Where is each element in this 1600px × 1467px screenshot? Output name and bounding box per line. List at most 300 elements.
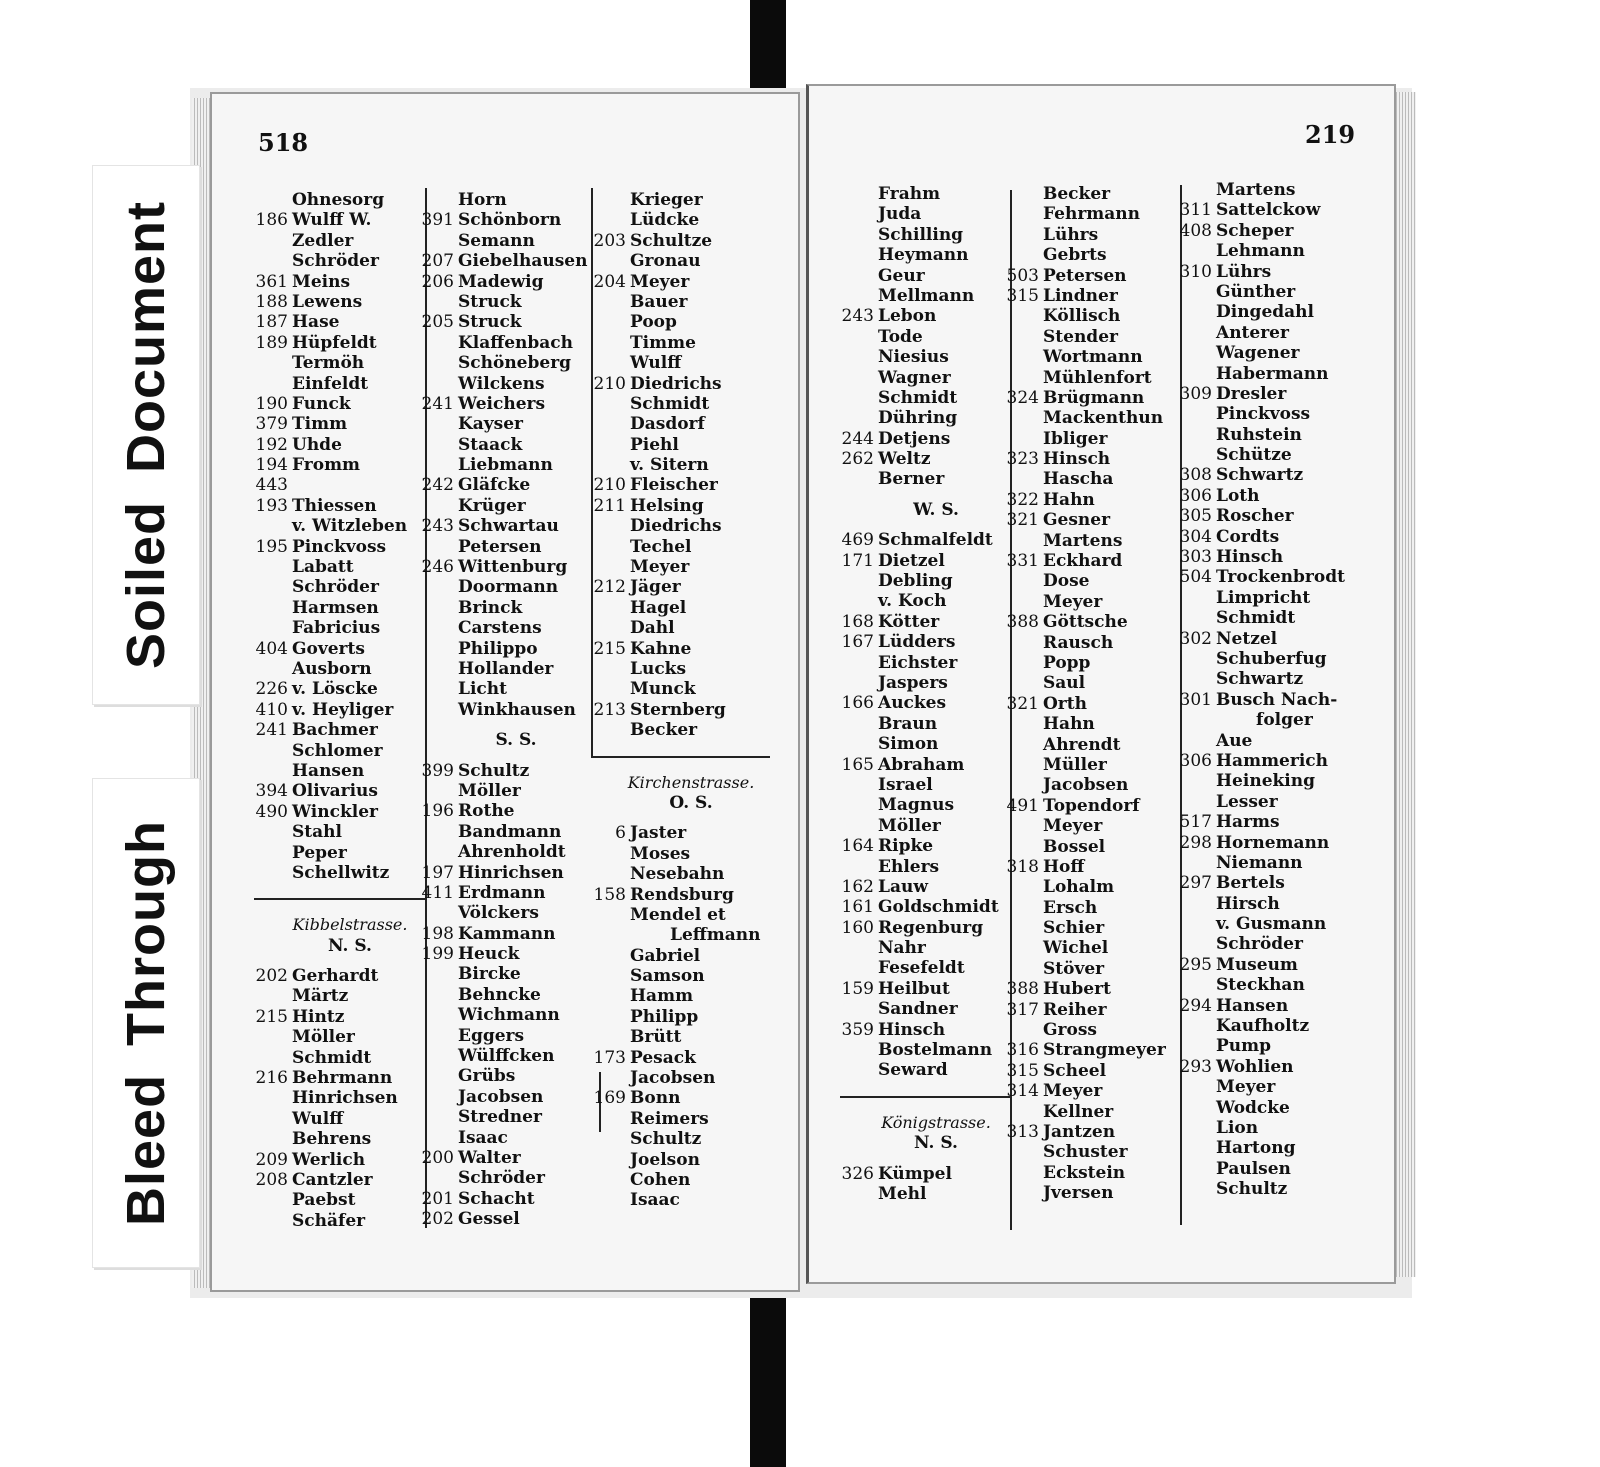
house-number: 161 — [841, 897, 874, 918]
resident-name: Hansen — [1216, 995, 1289, 1016]
book-spine-ribbon-top — [750, 0, 786, 92]
side-label: N. S. — [328, 935, 372, 956]
resident-name: Wagener — [1216, 343, 1300, 364]
section-rule — [840, 1091, 1012, 1103]
directory-entry — [840, 612, 1012, 632]
house-number — [592, 394, 630, 414]
house-number: 309 — [1179, 383, 1212, 404]
resident-name: Kammann — [458, 923, 556, 944]
house-number — [840, 816, 878, 836]
directory-entry — [592, 577, 770, 597]
resident-name: Brinck — [458, 597, 523, 618]
house-number — [1005, 1142, 1043, 1162]
directory-entry — [1005, 490, 1183, 510]
resident-name: Sternberg — [630, 699, 726, 720]
directory-entry — [592, 1088, 770, 1108]
house-number — [1178, 241, 1216, 261]
resident-name: Liebmann — [458, 455, 553, 476]
directory-entry — [1005, 388, 1183, 408]
side-heading — [420, 730, 592, 750]
house-number: 164 — [841, 836, 874, 857]
house-number: 216 — [255, 1068, 288, 1089]
resident-name: Schultz — [1216, 1179, 1288, 1200]
house-number: 186 — [255, 210, 288, 231]
directory-entry — [420, 374, 592, 394]
resident-name: Gross — [1043, 1020, 1097, 1041]
house-number: 198 — [421, 923, 454, 944]
directory-entry — [592, 312, 770, 332]
resident-name: Schacht — [458, 1188, 535, 1209]
resident-name: Busch Nach- — [1216, 689, 1338, 710]
resident-name: Popp — [1043, 652, 1091, 673]
directory-entry — [1178, 608, 1356, 628]
directory-entry — [254, 537, 426, 557]
resident-name: Joelson — [630, 1149, 700, 1170]
resident-name: Kahne — [630, 638, 692, 659]
house-number: 323 — [1006, 449, 1039, 470]
resident-name: Heymann — [878, 245, 969, 266]
directory-entry — [254, 475, 426, 495]
house-number — [420, 1107, 458, 1127]
directory-entry — [840, 816, 1012, 836]
house-number — [1005, 898, 1043, 918]
resident-name: Dietzel — [878, 550, 945, 571]
house-number: 173 — [593, 1047, 626, 1068]
house-number: 315 — [1006, 285, 1039, 306]
resident-name: Jversen — [1043, 1183, 1114, 1204]
resident-name: Köllisch — [1043, 306, 1121, 327]
house-number: 211 — [593, 495, 626, 516]
directory-entry — [840, 469, 1012, 489]
directory-entry — [420, 659, 592, 679]
directory-entry — [840, 897, 1012, 917]
resident-name: Bauer — [630, 291, 688, 312]
resident-name: Winkhausen — [458, 699, 576, 720]
resident-name: Göttsche — [1043, 612, 1128, 633]
directory-entry — [592, 946, 770, 966]
house-number — [592, 864, 630, 884]
directory-entry — [420, 210, 592, 230]
house-number: 158 — [593, 884, 626, 905]
house-number — [840, 1060, 878, 1080]
house-number — [840, 184, 878, 204]
house-number — [840, 388, 878, 408]
house-number: 391 — [421, 210, 454, 231]
house-number — [420, 537, 458, 557]
resident-name: Heineking — [1216, 771, 1315, 792]
resident-name: Hase — [292, 312, 340, 333]
resident-name: Dingedahl — [1216, 302, 1314, 323]
house-number — [420, 842, 458, 862]
directory-entry — [254, 312, 426, 332]
resident-name: Jacobsen — [630, 1068, 716, 1089]
house-number: 201 — [421, 1188, 454, 1209]
resident-name: Meyer — [1043, 591, 1103, 612]
house-number: 293 — [1179, 1056, 1212, 1077]
horizontal-rule — [592, 756, 770, 758]
resident-name: Stahl — [292, 822, 342, 843]
resident-name: Mackenthun — [1043, 408, 1164, 429]
house-number — [1178, 731, 1216, 751]
directory-entry — [1005, 1081, 1183, 1101]
house-number: 331 — [1006, 551, 1039, 572]
resident-name: Behncke — [458, 984, 541, 1005]
resident-name: Bachmer — [292, 720, 378, 741]
directory-entry — [1178, 1159, 1356, 1179]
directory-entry — [1178, 914, 1356, 934]
resident-name: Klaffenbach — [458, 332, 573, 353]
directory-entry — [1005, 286, 1183, 306]
house-number: 202 — [255, 966, 288, 987]
directory-entry — [840, 693, 1012, 713]
house-number: 394 — [255, 781, 288, 802]
directory-entry — [1005, 1020, 1183, 1040]
house-number: 195 — [255, 536, 288, 557]
resident-name: Staack — [458, 434, 523, 455]
resident-name: Cordts — [1216, 526, 1280, 547]
resident-name: Schröder — [292, 251, 379, 272]
resident-name: Zedler — [292, 230, 354, 251]
house-number: 160 — [841, 917, 874, 938]
resident-name: Scheel — [1043, 1060, 1107, 1081]
house-number — [592, 1170, 630, 1190]
resident-name: Struck — [458, 291, 522, 312]
house-number — [1005, 755, 1043, 775]
resident-name: Israel — [878, 774, 933, 795]
directory-entry — [1005, 979, 1183, 999]
directory-entry — [592, 537, 770, 557]
house-number — [1178, 1077, 1216, 1097]
resident-name: v. Koch — [878, 591, 947, 612]
house-number — [1005, 531, 1043, 551]
directory-entry — [420, 1005, 592, 1025]
directory-entry — [1005, 408, 1183, 428]
house-number — [420, 333, 458, 353]
directory-entry — [420, 903, 592, 923]
street-name: Kirchenstrasse. — [627, 772, 755, 792]
resident-name: Schwartau — [458, 516, 559, 537]
resident-name: Gerhardt — [292, 966, 379, 987]
directory-entry — [592, 720, 770, 740]
directory-entry — [592, 496, 770, 516]
house-number — [1005, 469, 1043, 489]
resident-name: Orth — [1043, 693, 1087, 714]
resident-name: Hammerich — [1216, 750, 1328, 771]
house-number — [1005, 1163, 1043, 1183]
house-number: 504 — [1179, 567, 1212, 588]
house-number — [254, 822, 292, 842]
resident-name: Poop — [630, 312, 677, 333]
resident-name: Gronau — [630, 251, 701, 272]
house-number: 243 — [421, 516, 454, 537]
resident-name: Schellwitz — [292, 862, 390, 883]
house-number: 206 — [421, 271, 454, 292]
resident-name: Hubert — [1043, 979, 1111, 1000]
house-number: 188 — [255, 291, 288, 312]
directory-entry — [254, 802, 426, 822]
house-number: 316 — [1006, 1040, 1039, 1061]
resident-name: Eichster — [878, 652, 958, 673]
house-number — [592, 1109, 630, 1129]
spacer — [254, 883, 426, 893]
directory-entry — [420, 598, 592, 618]
resident-name: Uhde — [292, 434, 342, 455]
address-column-5 — [1005, 184, 1183, 1204]
house-number — [420, 679, 458, 699]
directory-entry — [254, 374, 426, 394]
resident-name: Völckers — [458, 903, 539, 924]
resident-name: Nahr — [878, 938, 926, 959]
directory-entry — [420, 1107, 592, 1127]
house-number — [592, 1129, 630, 1149]
directory-entry — [1005, 796, 1183, 816]
resident-name: Diedrichs — [630, 516, 722, 537]
directory-entry — [254, 231, 426, 251]
house-number — [1005, 959, 1043, 979]
house-number — [254, 1109, 292, 1129]
soiled-document-text — [115, 187, 177, 683]
directory-entry — [420, 537, 592, 557]
house-number — [1178, 1138, 1216, 1158]
resident-name: Krieger — [630, 190, 703, 210]
directory-entry — [840, 591, 1012, 611]
directory-entry — [592, 1048, 770, 1068]
side-heading — [840, 500, 1012, 520]
resident-name: Lauw — [878, 876, 928, 897]
house-number: 190 — [255, 393, 288, 414]
directory-entry — [1005, 1000, 1183, 1020]
resident-name: Harmsen — [292, 597, 379, 618]
directory-entry — [254, 435, 426, 455]
side-label: W. S. — [913, 499, 959, 520]
resident-name: Fesefeldt — [878, 958, 965, 979]
resident-name: Doormann — [458, 577, 559, 598]
directory-entry — [840, 755, 1012, 775]
directory-entry — [1178, 282, 1356, 302]
resident-name: Limpricht — [1216, 587, 1311, 608]
resident-name: Termöh — [292, 353, 365, 374]
directory-entry — [840, 571, 1012, 591]
house-number: 469 — [841, 530, 874, 551]
directory-entry — [254, 394, 426, 414]
directory-entry — [420, 1168, 592, 1188]
spacer — [254, 905, 426, 915]
house-number — [420, 1168, 458, 1188]
house-number — [254, 577, 292, 597]
resident-name: Paulsen — [1216, 1158, 1291, 1179]
resident-name: Krüger — [458, 495, 526, 516]
resident-name: Behrmann — [292, 1068, 393, 1089]
side-label: N. S. — [914, 1133, 958, 1154]
directory-entry — [254, 292, 426, 312]
resident-name: Moses — [630, 843, 691, 864]
resident-name: Becker — [630, 720, 698, 741]
resident-name: Meyer — [1043, 816, 1103, 837]
resident-name: Ahrenholdt — [458, 842, 566, 863]
house-number — [420, 496, 458, 516]
house-number — [1005, 306, 1043, 326]
spacer — [840, 1154, 1012, 1164]
directory-entry — [254, 986, 426, 1006]
directory-entry — [420, 822, 592, 842]
house-number — [1005, 816, 1043, 836]
directory-entry — [420, 394, 592, 414]
directory-entry — [420, 985, 592, 1005]
directory-entry — [1178, 1057, 1356, 1077]
directory-entry — [592, 374, 770, 394]
house-number — [254, 1190, 292, 1210]
resident-name: Meyer — [630, 271, 690, 292]
directory-entry — [592, 1068, 770, 1088]
house-number: 197 — [421, 862, 454, 883]
directory-entry — [1178, 567, 1356, 587]
house-number: 302 — [1179, 628, 1212, 649]
resident-name: Ibliger — [1043, 428, 1108, 449]
resident-name: Ausborn — [292, 658, 372, 679]
house-number: 246 — [421, 557, 454, 578]
resident-name: Rausch — [1043, 632, 1114, 653]
spacer — [840, 520, 1012, 530]
house-number — [1178, 1159, 1216, 1179]
resident-name: Netzel — [1216, 628, 1278, 649]
resident-name: Möller — [878, 815, 941, 836]
directory-entry — [420, 190, 592, 210]
directory-entry — [1178, 629, 1356, 649]
directory-entry — [420, 333, 592, 353]
house-number: 388 — [1006, 979, 1039, 1000]
directory-entry — [592, 618, 770, 638]
directory-entry — [254, 496, 426, 516]
directory-entry — [254, 414, 426, 434]
directory-entry — [254, 1048, 426, 1068]
directory-entry — [1178, 649, 1356, 669]
house-number — [420, 1066, 458, 1086]
resident-name: Hinsch — [1043, 449, 1111, 470]
directory-entry — [254, 700, 426, 720]
directory-entry — [840, 999, 1012, 1019]
house-number — [420, 1128, 458, 1148]
resident-name: Lebon — [878, 306, 937, 327]
house-number — [1005, 1020, 1043, 1040]
directory-entry — [840, 1164, 1012, 1184]
resident-name: Hamm — [630, 986, 694, 1007]
resident-name: Hoff — [1043, 856, 1085, 877]
directory-entry — [420, 272, 592, 292]
resident-name: Lührs — [1216, 261, 1272, 282]
house-number: 6 — [615, 823, 626, 844]
house-number — [254, 353, 292, 373]
directory-entry — [1005, 857, 1183, 877]
house-number — [592, 312, 630, 332]
resident-name: Schäfer — [292, 1210, 366, 1231]
house-number: 317 — [1006, 999, 1039, 1020]
directory-entry — [1178, 690, 1356, 710]
house-number — [1178, 914, 1216, 934]
directory-entry — [254, 1211, 426, 1231]
resident-name: Möller — [292, 1027, 355, 1048]
house-number — [254, 843, 292, 863]
resident-name: Märtz — [292, 986, 349, 1007]
house-number — [1005, 714, 1043, 734]
directory-entry — [254, 679, 426, 699]
house-number — [1005, 245, 1043, 265]
directory-entry — [1005, 1183, 1183, 1203]
directory-entry — [840, 1060, 1012, 1080]
resident-name: Becker — [1043, 184, 1111, 204]
house-number: 408 — [1179, 220, 1212, 241]
resident-name: Niemann — [1216, 852, 1303, 873]
house-number: 305 — [1179, 506, 1212, 527]
directory-entry — [1005, 633, 1183, 653]
directory-entry — [254, 1007, 426, 1027]
resident-name: Bandmann — [458, 821, 562, 842]
resident-name: Kümpel — [878, 1163, 952, 1184]
directory-entry — [592, 905, 770, 925]
directory-entry — [1178, 302, 1356, 322]
resident-name: Hinsch — [1216, 547, 1284, 568]
label-word: Document — [116, 200, 176, 473]
resident-name: Saul — [1043, 673, 1086, 694]
resident-name: Jacobsen — [1043, 775, 1129, 796]
house-number — [840, 347, 878, 367]
directory-entry — [592, 210, 770, 230]
directory-entry — [1178, 934, 1356, 954]
resident-name: Weichers — [458, 393, 546, 414]
directory-entry — [840, 836, 1012, 856]
directory-entry — [1178, 975, 1356, 995]
house-number — [1005, 938, 1043, 958]
resident-name: Sattelckow — [1216, 200, 1321, 221]
house-number — [420, 435, 458, 455]
resident-name: Schultz — [458, 760, 530, 781]
directory-entry — [840, 673, 1012, 693]
house-number — [1178, 1036, 1216, 1056]
house-number: 168 — [841, 611, 874, 632]
resident-name: Schöneberg — [458, 353, 572, 374]
house-number — [592, 1007, 630, 1027]
resident-name: Hollander — [458, 658, 554, 679]
resident-name: Grübs — [458, 1066, 516, 1087]
house-number — [254, 1027, 292, 1047]
resident-name: Ersch — [1043, 897, 1098, 918]
house-number — [840, 938, 878, 958]
resident-name: v. Heyliger — [292, 699, 394, 720]
house-number — [254, 986, 292, 1006]
house-number — [1005, 347, 1043, 367]
house-number: 503 — [1006, 265, 1039, 286]
house-number — [254, 1129, 292, 1149]
resident-name: Timme — [630, 332, 696, 353]
house-number — [592, 1190, 630, 1210]
house-number — [592, 618, 630, 638]
resident-name: Schmidt — [292, 1047, 372, 1068]
directory-entry — [1178, 1098, 1356, 1118]
resident-name: Tode — [878, 326, 923, 347]
directory-entry — [840, 327, 1012, 347]
resident-name: Martens — [1216, 180, 1296, 200]
directory-entry — [840, 225, 1012, 245]
house-number — [592, 414, 630, 434]
directory-entry — [1005, 469, 1183, 489]
house-number — [1178, 792, 1216, 812]
house-number — [420, 964, 458, 984]
directory-entry — [840, 429, 1012, 449]
side-heading — [840, 1133, 1012, 1153]
resident-name: Ruhstein — [1216, 424, 1302, 445]
resident-name: Wagner — [878, 367, 951, 388]
house-number: 204 — [593, 271, 626, 292]
directory-entry — [254, 843, 426, 863]
